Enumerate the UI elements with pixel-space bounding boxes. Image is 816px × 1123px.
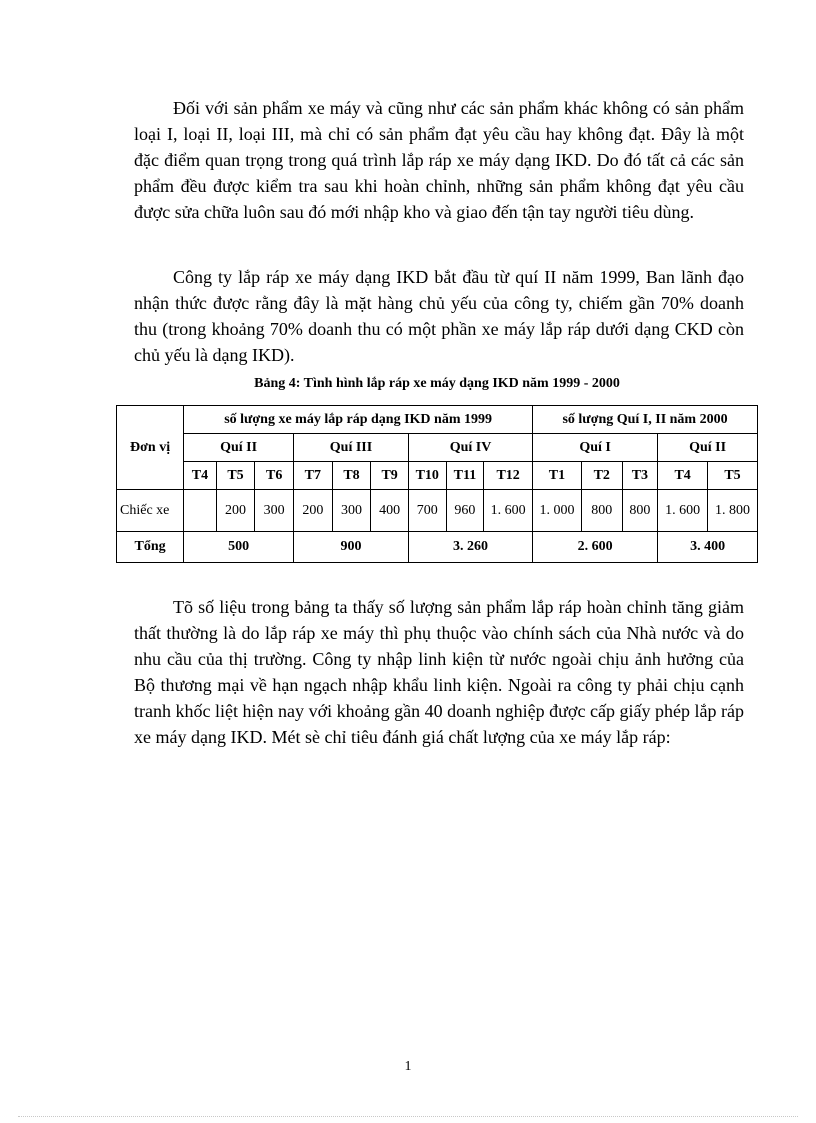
table-row [117, 406, 758, 434]
value-cell: 300 [332, 490, 371, 532]
value-cell [184, 490, 217, 532]
value-cell: 700 [408, 490, 446, 532]
value-cell: 200 [216, 490, 255, 532]
quarter-header: Quí II [184, 434, 294, 462]
table-row [117, 434, 758, 462]
month-header: T1 [533, 462, 582, 490]
total-cell: 500 [184, 532, 294, 563]
month-header: T6 [255, 462, 294, 490]
unit-header: Đơn vị [117, 406, 184, 490]
month-header: T2 [581, 462, 622, 490]
paragraph-product-quality: Đối với sản phẩm xe máy và cũng như các sản phẩm khác không có sản phẩm loại I, loại II, loại III, mà chỉ có sản phẩm đạt yêu cầu hay không đạt. Đây là một đặc điểm quan trọng trong quá trình lắp ráp xe máy dạng IKD. Do đó tất cả các sản phẩm đều được kiểm tra sau khi hoàn chỉnh, những sản phẩm không đạt yêu cầu được sửa chữa luôn sau đó mới nhập kho và giao đến tận tay người tiêu dùng. [134, 98, 744, 222]
month-header: T12 [484, 462, 533, 490]
value-cell: 1. 000 [533, 490, 582, 532]
month-header: T4 [184, 462, 217, 490]
quarter-header: Quí III [294, 434, 409, 462]
assembly-table [116, 405, 758, 563]
value-cell: 800 [581, 490, 622, 532]
month-header: T11 [446, 462, 484, 490]
value-cell: 960 [446, 490, 484, 532]
value-cell: 800 [622, 490, 658, 532]
value-cell: 1. 800 [708, 490, 758, 532]
page-number: 1 [404, 1059, 412, 1074]
month-header: T7 [294, 462, 333, 490]
table-caption: Bảng 4: Tình hình lắp ráp xe máy dạng IKD năm 1999 - 2000 [254, 376, 620, 391]
row-label: Chiếc xe [117, 490, 184, 532]
value-cell: 400 [371, 490, 409, 532]
quarter-header: Quí IV [408, 434, 532, 462]
table-row [117, 532, 758, 563]
group-header-1999: số lượng xe máy lắp ráp dạng IKD năm 1999 [184, 406, 533, 434]
value-cell: 300 [255, 490, 294, 532]
total-cell: 2. 600 [533, 532, 658, 563]
table-row [117, 490, 758, 532]
group-header-2000: số lượng Quí I, II năm 2000 [533, 406, 758, 434]
month-header: T9 [371, 462, 409, 490]
paragraph-ikd-assembly: Công ty lắp ráp xe máy dạng IKD bắt đầu từ quí II năm 1999, Ban lãnh đạo nhận thức được rằng đây là mặt hàng chủ yếu của công ty, chiếm gần 70% doanh thu (trong khoảng 70% doanh thu có một phần xe máy lắp ráp dưới dạng CKD còn chủ yếu là dạng IKD). [134, 267, 744, 365]
month-header: T4 [658, 462, 708, 490]
month-header: T8 [332, 462, 371, 490]
table-row [117, 462, 758, 490]
quarter-header: Quí II [658, 434, 758, 462]
footer-divider [18, 1116, 798, 1117]
value-cell: 200 [294, 490, 333, 532]
month-header: T10 [408, 462, 446, 490]
month-header: T5 [708, 462, 758, 490]
total-cell: 3. 400 [658, 532, 758, 563]
month-header: T3 [622, 462, 658, 490]
paragraph-analysis: Tõ số liệu trong bảng ta thấy số lượng sản phẩm lắp ráp hoàn chỉnh tăng giảm thất thường là do lắp ráp xe máy thì phụ thuộc vào chính sách của Nhà nước và do nhu cầu của thị trường. Công ty nhập linh kiện từ nước ngoài chịu ảnh hưởng của Bộ thương mại về hạn ngạch nhập khẩu linh kiện. Ngoài ra công ty phải chịu cạnh tranh khốc liệt hiện nay với khoảng gần 40 doanh nghiệp được cấp giấy phép lắp ráp xe máy dạng IKD. Mét sè chỉ tiêu đánh giá chất lượng của xe máy lắp ráp: [134, 597, 744, 747]
quarter-header: Quí I [533, 434, 658, 462]
value-cell: 1. 600 [484, 490, 533, 532]
total-cell: 3. 260 [408, 532, 532, 563]
total-cell: 900 [294, 532, 409, 563]
value-cell: 1. 600 [658, 490, 708, 532]
total-label: Tổng [117, 532, 184, 563]
month-header: T5 [216, 462, 255, 490]
